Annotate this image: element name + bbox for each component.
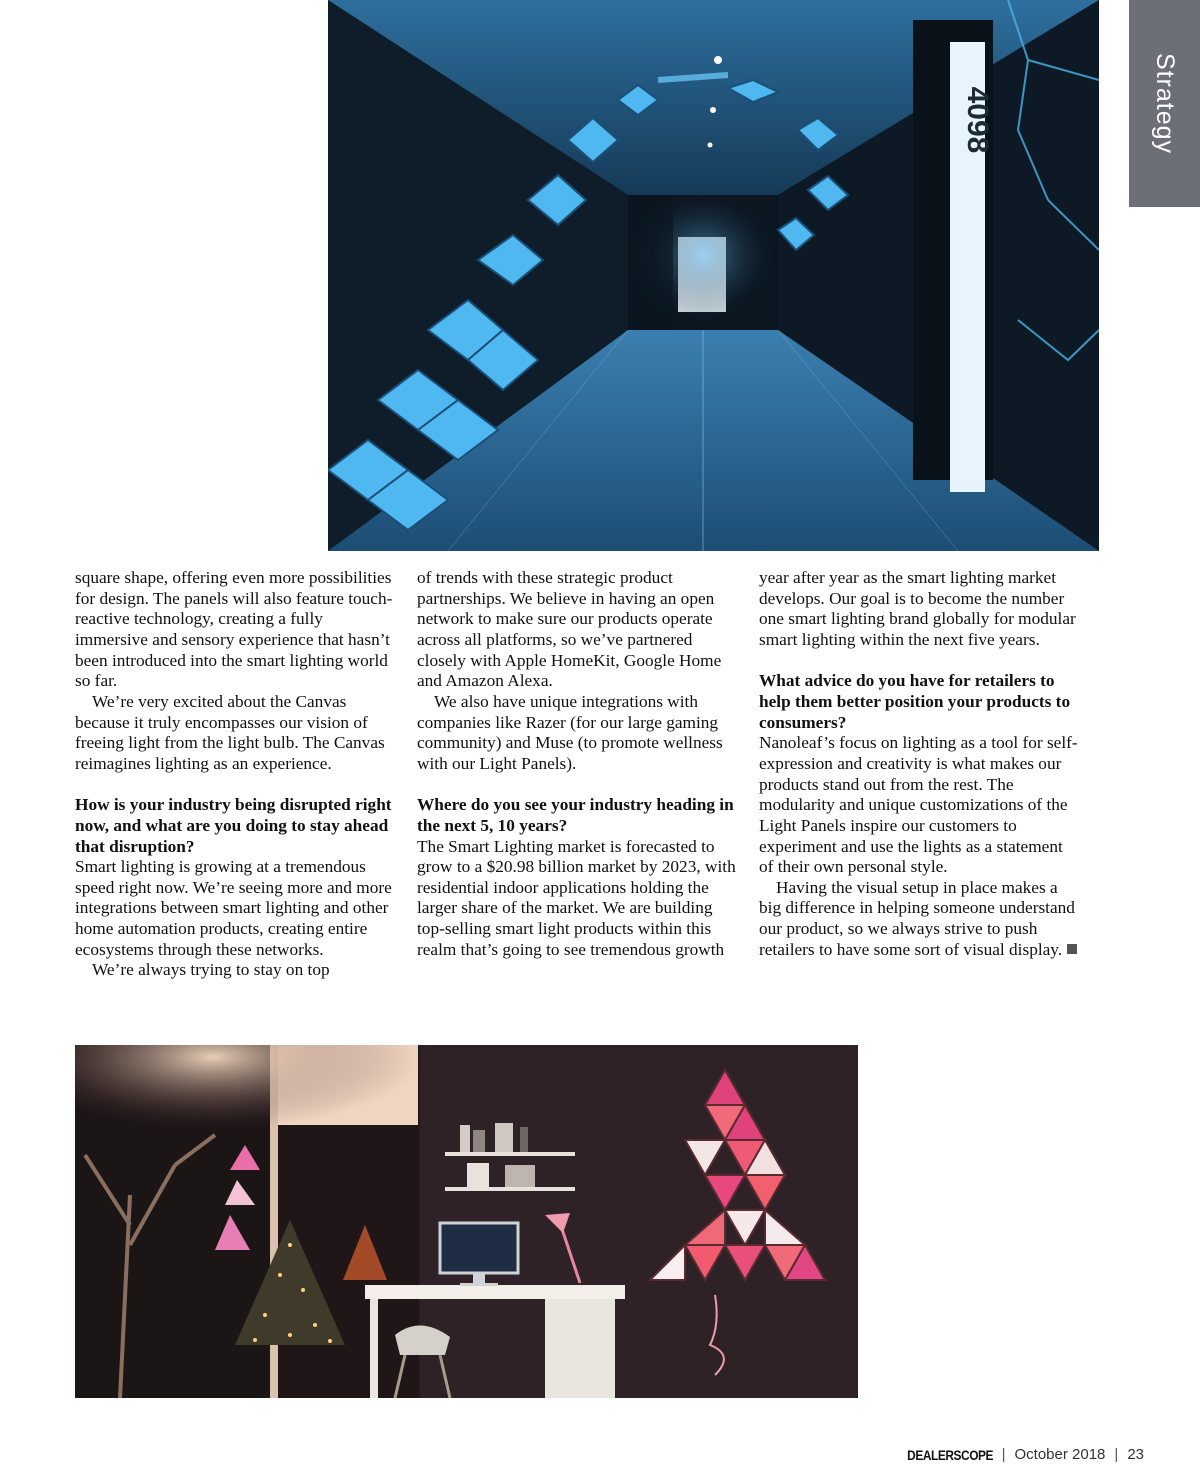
page-number: 23 bbox=[1127, 1446, 1144, 1463]
paragraph: Smart lighting is growing at a tremendous speed right now. We’re seeing more and more integrations between smart lighting and other home automation products, creating entire ecosystems through these networks. bbox=[75, 857, 392, 959]
article-column-3 bbox=[759, 568, 1079, 960]
article-column-2 bbox=[417, 568, 737, 960]
room-photo bbox=[75, 1045, 858, 1398]
interview-question: What advice do you have for retailers to help them better position your products to consumers? bbox=[759, 671, 1071, 732]
article-column-1 bbox=[75, 568, 395, 981]
section-tab bbox=[1129, 0, 1200, 207]
interview-question: How is your industry being disrupted right now, and what are you doing to stay ahead that disruption? bbox=[75, 795, 392, 856]
paragraph: year after year as the smart lighting market develops. Our goal is to become the number one smart lighting brand globally for modular smart lighting within the next five years. bbox=[759, 568, 1076, 649]
paragraph-final bbox=[759, 878, 1079, 961]
paragraph: We’re always trying to stay on top bbox=[92, 960, 330, 980]
paragraph: Nanoleaf’s focus on lighting as a tool for self-expression and creativity is what makes our products stand out from the rest. The modularity and unique customizations of the Light Panels inspire our customers to experiment and use the lights as a statement of their own personal style. bbox=[759, 733, 1078, 877]
paragraph: We’re very excited about the Canvas because it truly encompasses our vision of freeing light from the light bulb. The Canvas reimagines lighting as an experience. bbox=[75, 691, 385, 773]
paragraph: of trends with these strategic product partnerships. We believe in having an open network to make sure our products operate across all platforms, so we’ve partnered closely with Apple HomeKit, Google Home and Amazon Alexa. bbox=[417, 568, 722, 691]
door-number: 4098 bbox=[961, 86, 994, 154]
section-tab-label: Strategy bbox=[1151, 52, 1180, 155]
footer-separator: | bbox=[1114, 1446, 1119, 1463]
publication-logo: DEALERSCOPE bbox=[906, 1446, 993, 1463]
page-footer bbox=[892, 1446, 1144, 1463]
paragraph: square shape, offering even more possibilities for design. The panels will also feature touch-reactive technology, creating a fully immersive and sensory experience that hasn’t been introduced into the smart lighting world so far. bbox=[75, 568, 393, 691]
issue-date: October 2018 bbox=[1014, 1446, 1106, 1463]
footer-separator: | bbox=[1001, 1446, 1006, 1463]
interview-question: Where do you see your industry heading in the next 5, 10 years? bbox=[417, 795, 734, 835]
paragraph: We also have unique integrations with companies like Razer (for our large gaming community) and Muse (to promote wellness with our Light Panels). bbox=[417, 691, 723, 773]
end-mark-icon bbox=[1067, 944, 1077, 954]
hallway-photo bbox=[328, 0, 1099, 551]
paragraph: The Smart Lighting market is forecasted to grow to a $20.98 billion market by 2023, with residential indoor applications holding the larger share of the market. We are building top-selling smart light products within this realm that’s going to see tremendous growth bbox=[417, 836, 736, 959]
paragraph-final-text: Having the visual setup in place makes a big difference in helping someone understand our product, so we always strive to push retailers to have some sort of visual display. bbox=[759, 877, 1075, 959]
